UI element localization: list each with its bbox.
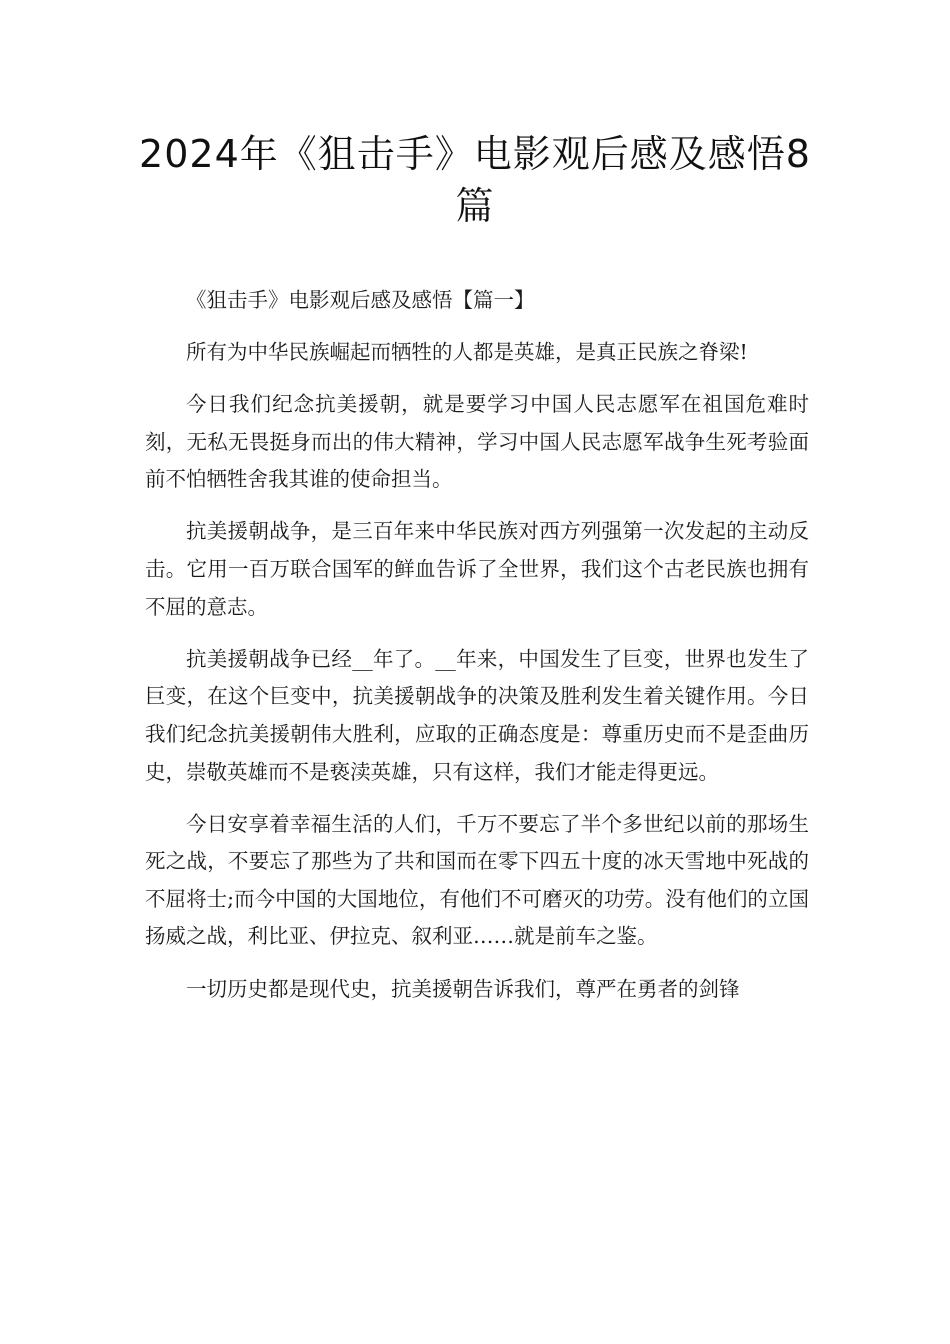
paragraph-4: 抗美援朝战争已经__年了。__年来，中国发生了巨变，世界也发生了巨变，在这个巨变中，抗美援朝战争的决策及胜利发生着关键作用。今日我们纪念抗美援朝伟大胜利，应取的正确态度是：尊重历史而不是歪曲历史，崇敬英雄而不是亵渎英雄，只有这样，我们才能走得更远。 [145, 646, 809, 784]
section-heading: 《狙击手》电影观后感及感悟【篇一】 [186, 288, 535, 312]
document-body [145, 282, 809, 1023]
paragraph-6: 一切历史都是现代史，抗美援朝告诉我们，尊严在勇者的剑锋 [186, 976, 740, 1001]
paragraph-3: 抗美援朝战争，是三百年来中华民族对西方列强第一次发起的主动反击。它用一百万联合国军的鲜血告诉了全世界，我们这个古老民族也拥有不屈的意志。 [145, 519, 809, 619]
document-title: 2024年《狙击手》电影观后感及感悟8篇 [139, 132, 811, 228]
paragraph-5: 今日安享着幸福生活的人们，千万不要忘了半个多世纪以前的那场生死之战，不要忘了那些为了共和国而在零下四五十度的冰天雪地中死战的不屈将士;而今中国的大国地位，有他们不可磨灭的功劳。没有他们的立国扬威之战，利比亚、伊拉克、叙利亚……就是前车之鉴。 [145, 811, 809, 949]
paragraph-2: 今日我们纪念抗美援朝，就是要学习中国人民志愿军在祖国危难时刻，无私无畏挺身而出的伟大精神，学习中国人民志愿军战争生死考验面前不怕牺牲舍我其谁的使命担当。 [145, 392, 809, 492]
paragraph-1: 所有为中华民族崛起而牺牲的人都是英雄，是真正民族之脊梁! [186, 340, 748, 365]
